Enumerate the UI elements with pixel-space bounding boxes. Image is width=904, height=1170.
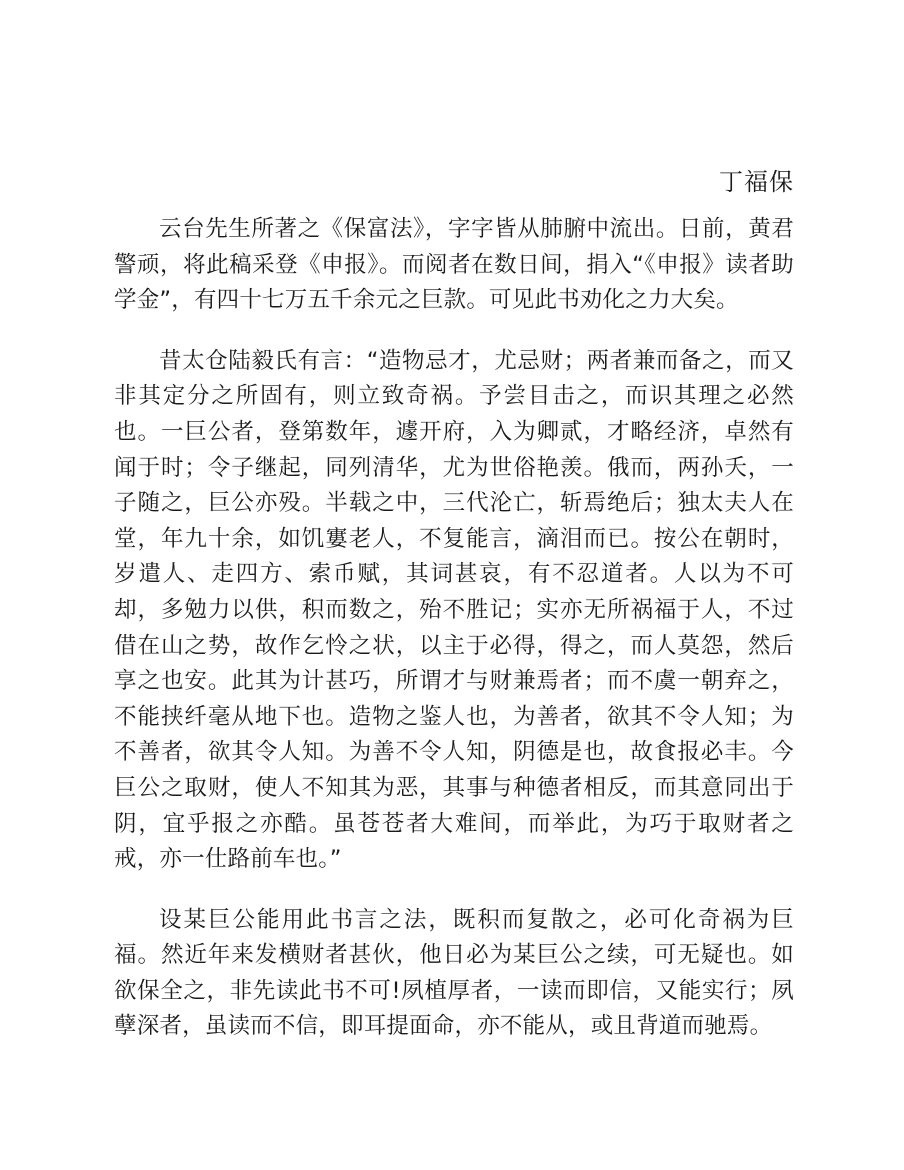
paragraph-2: 昔太仓陆毅氏有言：“造物忌才，尤忌财；两者兼而备之，而又非其定分之所固有，则立致奇祸。予尝目击之，而识其理之必然也。一巨公者，登第数年，遽开府，入为卿贰，才略经济，卓然有闻于时；令子继起，同列清华，尤为世俗艳羡。俄而，两孙夭，一子随之，巨公亦殁。半载之中，三代沦亡，斩焉绝后；独太夫人在堂，年九十余，如饥寠老人，不复能言，滴泪而已。按公在朝时，岁遣人、走四方、索币赋，其词甚哀，有不忍道者。人以为不可却，多勉力以供，积而数之，殆不胜记；实亦无所祸福于人，不过借在山之势，故作乞怜之状，以主于必得，得之，而人莫怨，然后享之也安。此其为计甚巧，所谓才与财兼焉者；而不虞一朝弃之，不能挟纤毫从地下也。造物之鉴人也，为善者，欲其不令人知；为不善者，欲其令人知。为善不令人知，阴德是也，故食报必丰。今巨公之取财，使人不知其为恶，其事与种德者相反，而其意同出于阴，宜乎报之亦酷。虽苍苍者大难间，而举此，为巧于取财者之戒，亦一仕路前车也。” [114,347,794,873]
paragraph-3: 设某巨公能用此书言之法，既积而复散之，必可化奇祸为巨福。然近年来发横财者甚伙，他日必为某巨公之续，可无疑也。如欲保全之，非先读此书不可!夙植厚者，一读而即信，又能实行；夙孽深者，虽读而不信，即耳提面命，亦不能从，或且背道而驰焉。 [114,906,794,1040]
document-page [114,160,794,1070]
author-name: 丁福保 [719,168,794,196]
paragraph-1: 云台先生所著之《保富法》，字字皆从肺腑中流出。日前，黄君警顽，将此稿采登《申报》。而阅者在数日间，捐入“《申报》读者助学金”，有四十七万五千余元之巨款。可见此书劝化之力大矣。 [114,216,794,314]
